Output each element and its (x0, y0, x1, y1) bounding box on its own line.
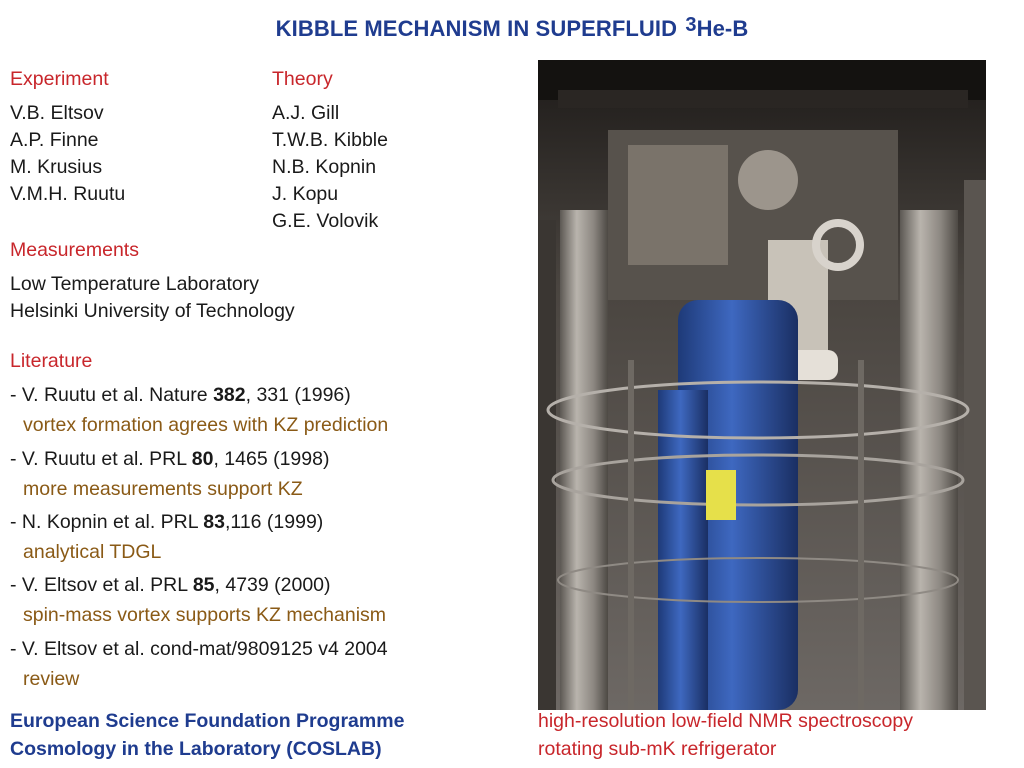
reference-note: spin-mass vortex supports KZ mechanism (23, 604, 387, 626)
reference-citation: - V. Eltsov et al. cond-mat/9809125 v4 2004 (10, 638, 388, 660)
theory-name: A.J. Gill (272, 102, 340, 124)
theory-name: N.B. Kopnin (272, 156, 377, 178)
reference-citation: - V. Ruutu et al. Nature 382, 331 (1996) (10, 384, 351, 406)
reference-note: more measurements support KZ (23, 478, 303, 500)
footer-line: Cosmology in the Laboratory (COSLAB) (10, 738, 382, 760)
theory-heading: Theory (272, 68, 333, 90)
footer-line: European Science Foundation Programme (10, 710, 405, 732)
experiment-heading: Experiment (10, 68, 109, 90)
experiment-name: V.M.H. Ruutu (10, 183, 126, 205)
reference-note: analytical TDGL (23, 541, 162, 563)
reference-citation: - V. Eltsov et al. PRL 85, 4739 (2000) (10, 574, 331, 596)
reference-note: vortex formation agrees with KZ prediction (23, 414, 389, 436)
measurements-heading: Measurements (10, 239, 139, 261)
theory-name: G.E. Volovik (272, 210, 379, 232)
measurements-line: Low Temperature Laboratory (10, 273, 259, 295)
experiment-name: M. Krusius (10, 156, 103, 178)
experiment-name: V.B. Eltsov (10, 102, 104, 124)
reference-citation: - V. Ruutu et al. PRL 80, 1465 (1998) (10, 448, 330, 470)
reference-citation: - N. Kopnin et al. PRL 83,116 (1999) (10, 511, 324, 533)
literature-heading: Literature (10, 350, 93, 372)
reference-note: review (23, 668, 80, 690)
theory-name: J. Kopu (272, 183, 339, 205)
refrigerator-photo (538, 60, 986, 710)
photo-caption-line: high-resolution low-field NMR spectroscopy (538, 710, 913, 732)
experiment-name: A.P. Finne (10, 129, 99, 151)
title-superscript: 3 (685, 14, 697, 36)
photo-caption-line: rotating sub-mK refrigerator (538, 738, 777, 760)
measurements-line: Helsinki University of Technology (10, 300, 295, 322)
theory-name: T.W.B. Kibble (272, 129, 388, 151)
page-title: KIBBLE MECHANISM IN SUPERFLUID $^3$He-B (275, 14, 749, 41)
